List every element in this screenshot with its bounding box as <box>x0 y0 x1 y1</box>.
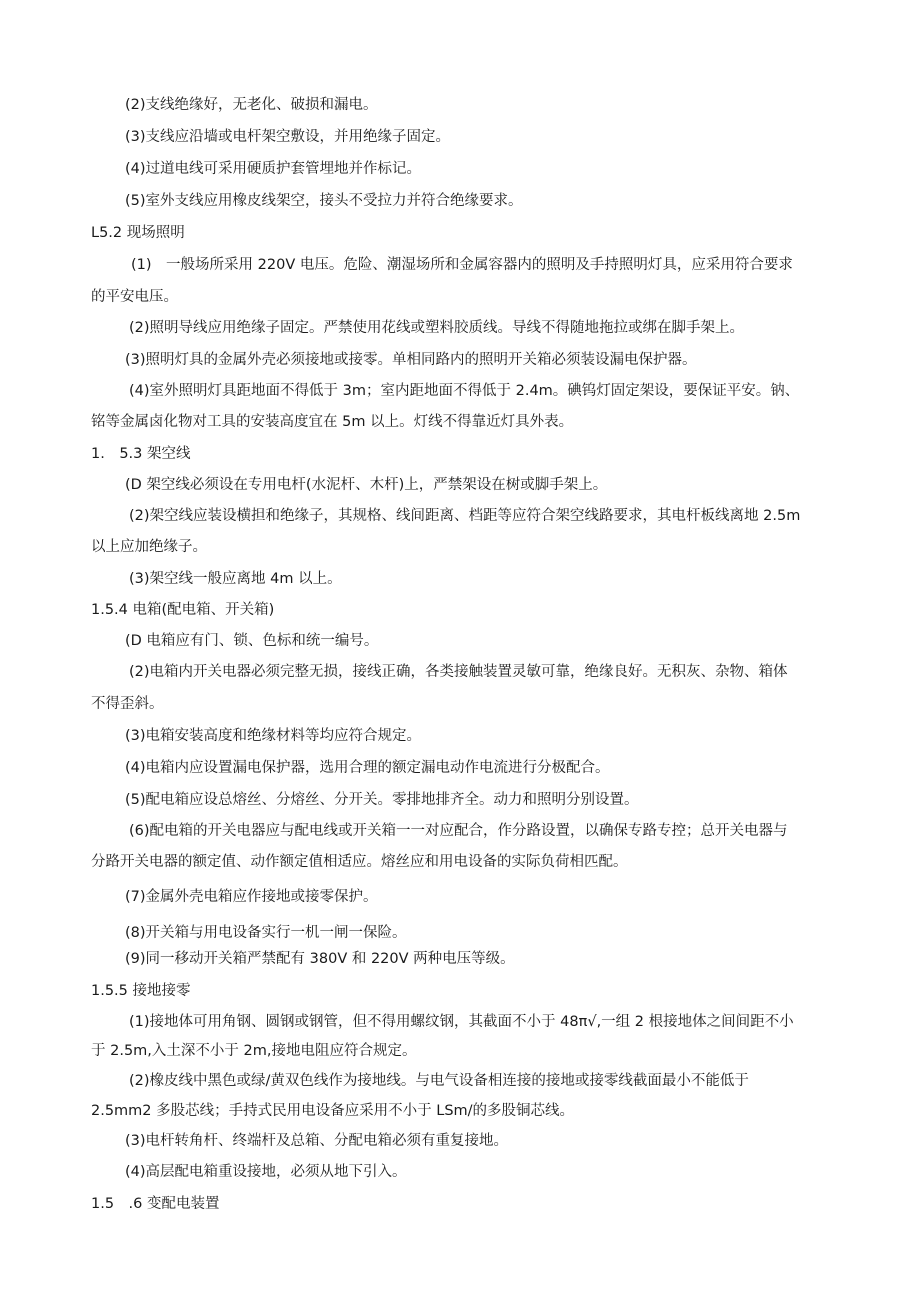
text-line: (3)架空线一般应离地 4m 以上。 <box>129 571 342 587</box>
text-line: (2)电箱内开关电器必须完整无损，接线正确，各类接触装置灵敏可靠，绝缘良好。无积灰、杂物、箱体 <box>129 664 788 680</box>
text-line: 以上应加绝缘子。 <box>91 539 207 555</box>
text-line: (1)接地体可用角钢、圆钢或钢管，但不得用螺纹钢，其截面不小于 48π√,一组 2 根接地体之间间距不小 <box>129 1014 794 1030</box>
text-line: (2)支线绝缘好，无老化、破损和漏电。 <box>125 97 378 113</box>
text-line: (1) 一般场所采用 220V 电压。危险、潮湿场所和金属容器内的照明及手持照明灯具，应采用符合要求 <box>131 257 793 273</box>
text-line: (3)支线应沿墙或电杆架空敷设，并用绝缘子固定。 <box>125 129 451 145</box>
text-line: (3)电箱安装高度和绝缘材料等均应符合规定。 <box>125 728 422 744</box>
text-line: (7)金属外壳电箱应作接地或接零保护。 <box>125 889 378 905</box>
text-line: (6)配电箱的开关电器应与配电线或开关箱一一对应配合，作分路设置，以确保专路专控；总开关电器与 <box>129 823 788 839</box>
text-line: (2)橡皮线中黑色或绿/黄双色线作为接地线。与电气设备相连接的接地或接零线截面最小不能低于 <box>129 1073 749 1089</box>
text-line: (5)配电箱应设总熔丝、分熔丝、分开关。零排地排齐全。动力和照明分别设置。 <box>125 792 639 808</box>
text-line: (5)室外支线应用橡皮线架空，接头不受拉力并符合绝缘要求。 <box>125 193 523 209</box>
text-line: (2)照明导线应用绝缘子固定。严禁使用花线或塑料胶质线。导线不得随地拖拉或绑在脚手架上。 <box>129 320 745 336</box>
section-heading: 1. 5.3 架空线 <box>91 446 191 462</box>
section-heading: L5.2 现场照明 <box>91 225 185 241</box>
text-line: (8)开关箱与用电设备实行一机一闸一保险。 <box>125 925 407 941</box>
text-line: (3)照明灯具的金属外壳必须接地或接零。单相同路内的照明开关箱必须装设漏电保护器。 <box>125 352 697 368</box>
text-line: (3)电杆转角杆、终端杆及总箱、分配电箱必须有重复接地。 <box>125 1133 509 1149</box>
text-line: (9)同一移动开关箱严禁配有 380V 和 220V 两种电压等级。 <box>125 951 515 967</box>
text-line: (4)过道电线可采用硬质护套管埋地并作标记。 <box>125 161 422 177</box>
text-line: (4)电箱内应设置漏电保护器，选用合理的额定漏电动作电流进行分极配合。 <box>125 760 610 776</box>
text-line: 于 2.5m,入土深不小于 2m,接地电阻应符合规定。 <box>91 1043 417 1059</box>
text-line: (2)架空线应装设横担和绝缘子，其规格、线间距离、档距等应符合架空线路要求，其电杆板线离地 2.5m <box>129 508 801 524</box>
text-line: 的平安电压。 <box>91 289 178 305</box>
section-heading: 1.5.4 电箱(配电箱、开关箱) <box>91 602 275 618</box>
text-line: 2.5mm2 多股芯线；手持式民用电设备应采用不小于 LSm/的多股铜芯线。 <box>91 1103 575 1119</box>
text-line: 铭等金属卤化物对工具的安装高度宜在 5m 以上。灯线不得靠近灯具外表。 <box>91 414 574 430</box>
section-heading: 1.5 .6 变配电装置 <box>91 1196 220 1212</box>
text-line: 分路开关电器的额定值、动作额定值相适应。熔丝应和用电设备的实际负荷相匹配。 <box>91 854 628 870</box>
text-line: (D 电箱应有门、锁、色标和统一编号。 <box>125 633 379 649</box>
text-line: 不得歪斜。 <box>91 696 164 712</box>
text-line: (4)高层配电箱重设接地，必须从地下引入。 <box>125 1164 407 1180</box>
text-line: (D 架空线必须设在专用电杆(水泥杆、木杆)上，严禁架设在树或脚手架上。 <box>125 477 608 493</box>
text-line: (4)室外照明灯具距地面不得低于 3m；室内距地面不得低于 2.4m。碘钨灯固定架设，要保证平安。钠、 <box>129 383 800 399</box>
section-heading: 1.5.5 接地接零 <box>91 983 191 999</box>
